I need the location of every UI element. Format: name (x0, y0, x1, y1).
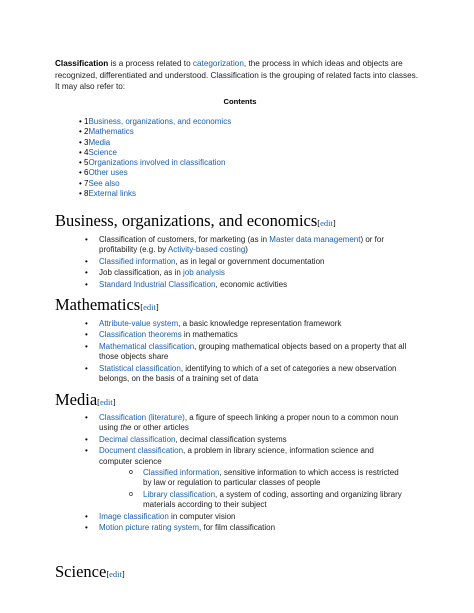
bullet: • (79, 117, 82, 126)
item-text: ) (245, 245, 248, 255)
toc-item[interactable] (79, 189, 231, 199)
bullet: • (85, 523, 88, 533)
business-list (85, 235, 407, 291)
toc-number: 8 (84, 189, 89, 199)
list-item (85, 523, 407, 533)
item-text: , as in legal or government documentation (175, 256, 325, 266)
decimal-classification-link[interactable]: Decimal classification (99, 434, 176, 444)
toc-link-science[interactable]: Science (88, 147, 117, 157)
list-item (85, 342, 407, 363)
bullet: • (79, 137, 82, 147)
intro-bold-term: Classification (55, 59, 109, 68)
item-text: , decimal classification systems (175, 434, 287, 444)
bullet: • (85, 363, 88, 373)
edit-link[interactable]: edit (109, 569, 122, 579)
edit-link[interactable]: edit (320, 218, 333, 228)
bullet: • (85, 413, 88, 422)
activity-based-costing-link[interactable]: Activity-based costing (167, 245, 246, 255)
categorization-link[interactable]: categorization (192, 59, 244, 68)
item-text: , sensitive information to which access is restricted by law or regulation to particular classes of people (143, 468, 399, 488)
list-item (85, 364, 407, 385)
library-classification-link[interactable]: Library classification (143, 489, 216, 499)
bullet: • (79, 189, 82, 199)
toc-number: 1 (84, 117, 89, 126)
toc-number: 7 (84, 178, 89, 188)
toc-link-media[interactable]: Media (88, 137, 111, 147)
bullet: • (85, 319, 88, 328)
section-heading-science (55, 557, 125, 584)
toc-link-external-links[interactable]: External links (88, 189, 137, 199)
bullet: • (85, 511, 88, 521)
bullet: • (85, 268, 88, 278)
list-item (85, 446, 407, 510)
section-heading-business (55, 206, 336, 233)
toc-item[interactable] (79, 148, 231, 158)
document-classification-link[interactable]: Document classification (99, 446, 184, 456)
bullet: • (85, 341, 88, 351)
intro-text: is a process related to (108, 59, 193, 68)
list-item (85, 330, 407, 340)
master-data-management-link[interactable]: Master data management (269, 235, 361, 244)
toc-link-mathematics[interactable]: Mathematics (88, 127, 134, 137)
toc-link-organizations[interactable]: Organizations involved in classification (88, 158, 226, 168)
bullet: • (85, 235, 88, 244)
item-text: Job classification, as in (99, 268, 184, 278)
item-text: ) or for profitability (e.g. by (99, 235, 385, 255)
mathematical-classification-link[interactable]: Mathematical classification (99, 341, 195, 351)
section-title: Business, organizations, and economics (55, 211, 318, 230)
toc-link-business[interactable]: Business, organizations, and economics (88, 117, 232, 126)
edit-link-wrapper (140, 302, 158, 312)
list-item (85, 512, 407, 522)
item-text: , grouping mathematical objects based on a property that all those objects share (99, 341, 407, 362)
sub-bullet: o (129, 490, 133, 498)
toc-number: 6 (84, 168, 89, 178)
item-text: , a problem in library science, information science and computer science (99, 446, 374, 466)
edit-bracket: [ (140, 302, 144, 312)
toc-number: 2 (84, 127, 89, 137)
list-item (85, 435, 407, 445)
toc-link-see-also[interactable]: See also (88, 178, 120, 188)
contents-title: Contents (223, 97, 257, 106)
bullet: • (79, 168, 82, 178)
classification-theorems-link[interactable]: Classification theorems (99, 330, 182, 340)
list-item (85, 280, 407, 290)
toc-item[interactable] (79, 158, 231, 168)
sub-list-item (129, 468, 407, 489)
edit-link[interactable]: edit (100, 397, 113, 407)
bullet: • (85, 279, 88, 289)
edit-bracket: ] (332, 218, 336, 228)
toc-link-other-uses[interactable]: Other uses (88, 168, 128, 178)
edit-bracket: [ (97, 397, 100, 407)
list-item (85, 268, 407, 278)
section-title: Science (55, 562, 107, 581)
edit-link[interactable]: edit (143, 302, 156, 312)
toc-number: 5 (84, 158, 89, 168)
edit-bracket: [ (106, 569, 110, 579)
item-text: in computer vision (168, 511, 236, 521)
edit-bracket: ] (155, 302, 159, 312)
bullet: • (79, 158, 82, 168)
item-text: , a basic knowledge representation framework (178, 319, 342, 328)
image-classification-link[interactable]: Image classification (99, 511, 169, 521)
bullet: • (85, 330, 88, 340)
mathematics-list (85, 319, 407, 385)
edit-link-wrapper (106, 569, 124, 579)
bullet: • (79, 147, 82, 157)
item-text: Classification of customers, for marketing (as in (99, 235, 270, 244)
sub-list-item (129, 490, 407, 511)
edit-bracket: ] (121, 569, 125, 579)
bullet: • (85, 256, 88, 266)
toc-number: 3 (84, 137, 89, 147)
section-title: Media (55, 390, 98, 409)
toc-item[interactable] (79, 168, 231, 178)
list-item (85, 319, 407, 329)
edit-link-wrapper (317, 218, 335, 228)
classified-information-link[interactable]: Classified information (143, 468, 220, 478)
section-heading-mathematics (55, 290, 159, 317)
item-text: or other articles (131, 423, 189, 433)
job-analysis-link[interactable]: job analysis (183, 268, 225, 278)
toc-item[interactable] (79, 138, 231, 148)
toc-item[interactable] (79, 117, 231, 127)
intro-paragraph (55, 58, 423, 93)
document-classification-sublist (99, 468, 407, 511)
edit-bracket: [ (317, 218, 321, 228)
item-text: in mathematics (181, 330, 238, 340)
statistical-classification-link[interactable]: Statistical classification (99, 363, 181, 373)
item-text: , economic activities (215, 279, 288, 289)
sub-bullet: o (129, 469, 133, 477)
item-text: , a figure of speech linking a proper noun to a common noun using (99, 413, 399, 433)
bullet: • (79, 127, 82, 137)
classified-information-link[interactable]: Classified information (99, 256, 176, 266)
standard-industrial-classification-link[interactable]: Standard Industrial Classification (99, 279, 216, 289)
edit-link-wrapper (97, 397, 115, 407)
attribute-value-system-link[interactable]: Attribute-value system (99, 319, 179, 328)
list-item (85, 257, 407, 267)
toc-item[interactable] (79, 179, 231, 189)
intro-text: , the process in which ideas and objects are recognized, differentiated and understood. Classification is the grouping of related facts into classes. It may also refer to: (55, 59, 419, 91)
media-list (85, 413, 407, 534)
bullet: • (85, 434, 88, 444)
toc-item[interactable] (79, 127, 231, 137)
item-text: , a system of coding, assorting and organizing library materials according to their subject (143, 489, 402, 510)
bullet: • (79, 178, 82, 188)
table-of-contents (79, 117, 231, 199)
motion-picture-rating-system-link[interactable]: Motion picture rating system (99, 523, 200, 533)
item-emphasis: the (120, 423, 132, 433)
item-text: , identifying to which of a set of categories a new observation belongs, on the basis of a training set of data (99, 363, 397, 384)
bullet: • (85, 446, 88, 456)
section-heading-media (55, 385, 116, 412)
item-text: , for film classification (199, 523, 276, 533)
list-item (85, 413, 407, 434)
list-item (85, 235, 407, 256)
toc-number: 4 (84, 147, 89, 157)
section-title: Mathematics (55, 295, 141, 314)
classification-literature-link[interactable]: Classification (literature) (99, 413, 185, 422)
edit-bracket: ] (112, 397, 116, 407)
